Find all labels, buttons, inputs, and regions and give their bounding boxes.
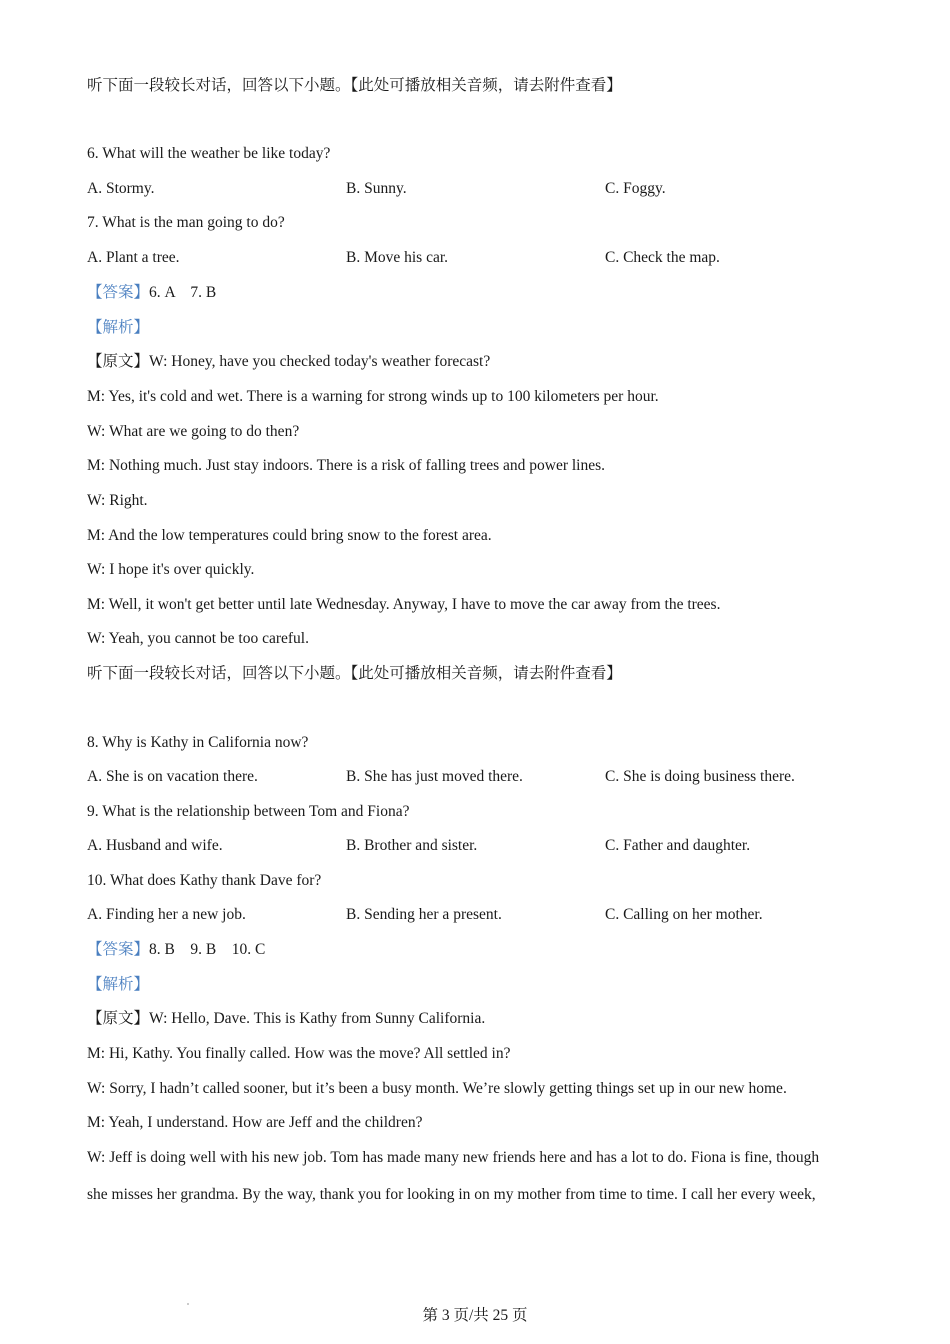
answer-line-1 [87, 283, 216, 303]
page-number: 第 3 页/共 25 页 [422, 1307, 528, 1324]
question-10: 10. What does Kathy thank Dave for? [87, 872, 322, 889]
transcript-line: W: Yeah, you cannot be too careful. [87, 630, 309, 647]
q10-option-b: B. Sending her a present. [346, 906, 502, 923]
q6-option-a: A. Stormy. [87, 180, 155, 197]
transcript-line: M: Well, it won't get better until late Wednesday. Anyway, I have to move the car away from the trees. [87, 596, 721, 613]
answer-tag: 【答案】 [87, 941, 150, 958]
answer-tag: 【答案】 [87, 284, 150, 301]
analysis-tag-2 [87, 975, 149, 995]
transcript-tag: 【原文】 [87, 353, 150, 370]
transcript-line: M: Hi, Kathy. You finally called. How was the move? All settled in? [87, 1045, 511, 1062]
question-6: 6. What will the weather be like today? [87, 145, 331, 162]
transcript-line: W: Sorry, I hadn’t called sooner, but it’s been a busy month. We’re slowly getting things set up in our new home. [87, 1080, 787, 1097]
transcript-line: M: Yes, it's cold and wet. There is a warning for strong winds up to 100 kilometers per hour. [87, 388, 659, 405]
q9-option-c: C. Father and daughter. [605, 837, 751, 854]
answer-text: 8. B 9. B 10. C [149, 941, 266, 958]
q6-option-b: B. Sunny. [346, 180, 407, 197]
transcript-line [87, 352, 490, 372]
transcript-line: M: And the low temperatures could bring snow to the forest area. [87, 527, 492, 544]
question-9: 9. What is the relationship between Tom and Fiona? [87, 803, 410, 820]
analysis-tag: 【解析】 [87, 976, 150, 993]
answer-line-2 [87, 940, 265, 960]
transcript-line: she misses her grandma. By the way, thank you for looking in on my mother from time to time. I call her every week, [87, 1186, 816, 1203]
q8-option-c: C. She is doing business there. [605, 768, 795, 785]
transcript-line: M: Nothing much. Just stay indoors. There is a risk of falling trees and power lines. [87, 457, 606, 474]
transcript-line [87, 1009, 485, 1029]
q9-option-b: B. Brother and sister. [346, 837, 478, 854]
transcript-text: W: Hello, Dave. This is Kathy from Sunny California. [149, 1010, 486, 1027]
question-7: 7. What is the man going to do? [87, 214, 285, 231]
transcript-line: W: I hope it's over quickly. [87, 561, 255, 578]
transcript-line: W: What are we going to do then? [87, 423, 300, 440]
transcript-line: W: Jeff is doing well with his new job. Tom has made many new friends here and has a lot to do. Fiona is fine, though [87, 1149, 820, 1166]
analysis-tag: 【解析】 [87, 319, 150, 336]
transcript-text: W: Honey, have you checked today's weather forecast? [149, 353, 491, 370]
stray-dot [187, 1303, 189, 1305]
q10-option-a: A. Finding her a new job. [87, 906, 246, 923]
instruction-section-1: 听下面一段较长对话，回答以下小题。【此处可播放相关音频，请去附件查看】 [87, 77, 622, 94]
q7-option-c: C. Check the map. [605, 249, 720, 266]
q8-option-b: B. She has just moved there. [346, 768, 523, 785]
q7-option-a: A. Plant a tree. [87, 249, 180, 266]
transcript-tag: 【原文】 [87, 1010, 150, 1027]
q9-option-a: A. Husband and wife. [87, 837, 223, 854]
instruction-section-2: 听下面一段较长对话，回答以下小题。【此处可播放相关音频，请去附件查看】 [87, 665, 622, 682]
analysis-tag-1 [87, 318, 149, 338]
answer-text: 6. A 7. B [149, 284, 217, 301]
transcript-line: M: Yeah, I understand. How are Jeff and the children? [87, 1114, 423, 1131]
q6-option-c: C. Foggy. [605, 180, 666, 197]
question-8: 8. Why is Kathy in California now? [87, 734, 309, 751]
q8-option-a: A. She is on vacation there. [87, 768, 258, 785]
transcript-line: W: Right. [87, 492, 148, 509]
q7-option-b: B. Move his car. [346, 249, 449, 266]
q10-option-c: C. Calling on her mother. [605, 906, 763, 923]
